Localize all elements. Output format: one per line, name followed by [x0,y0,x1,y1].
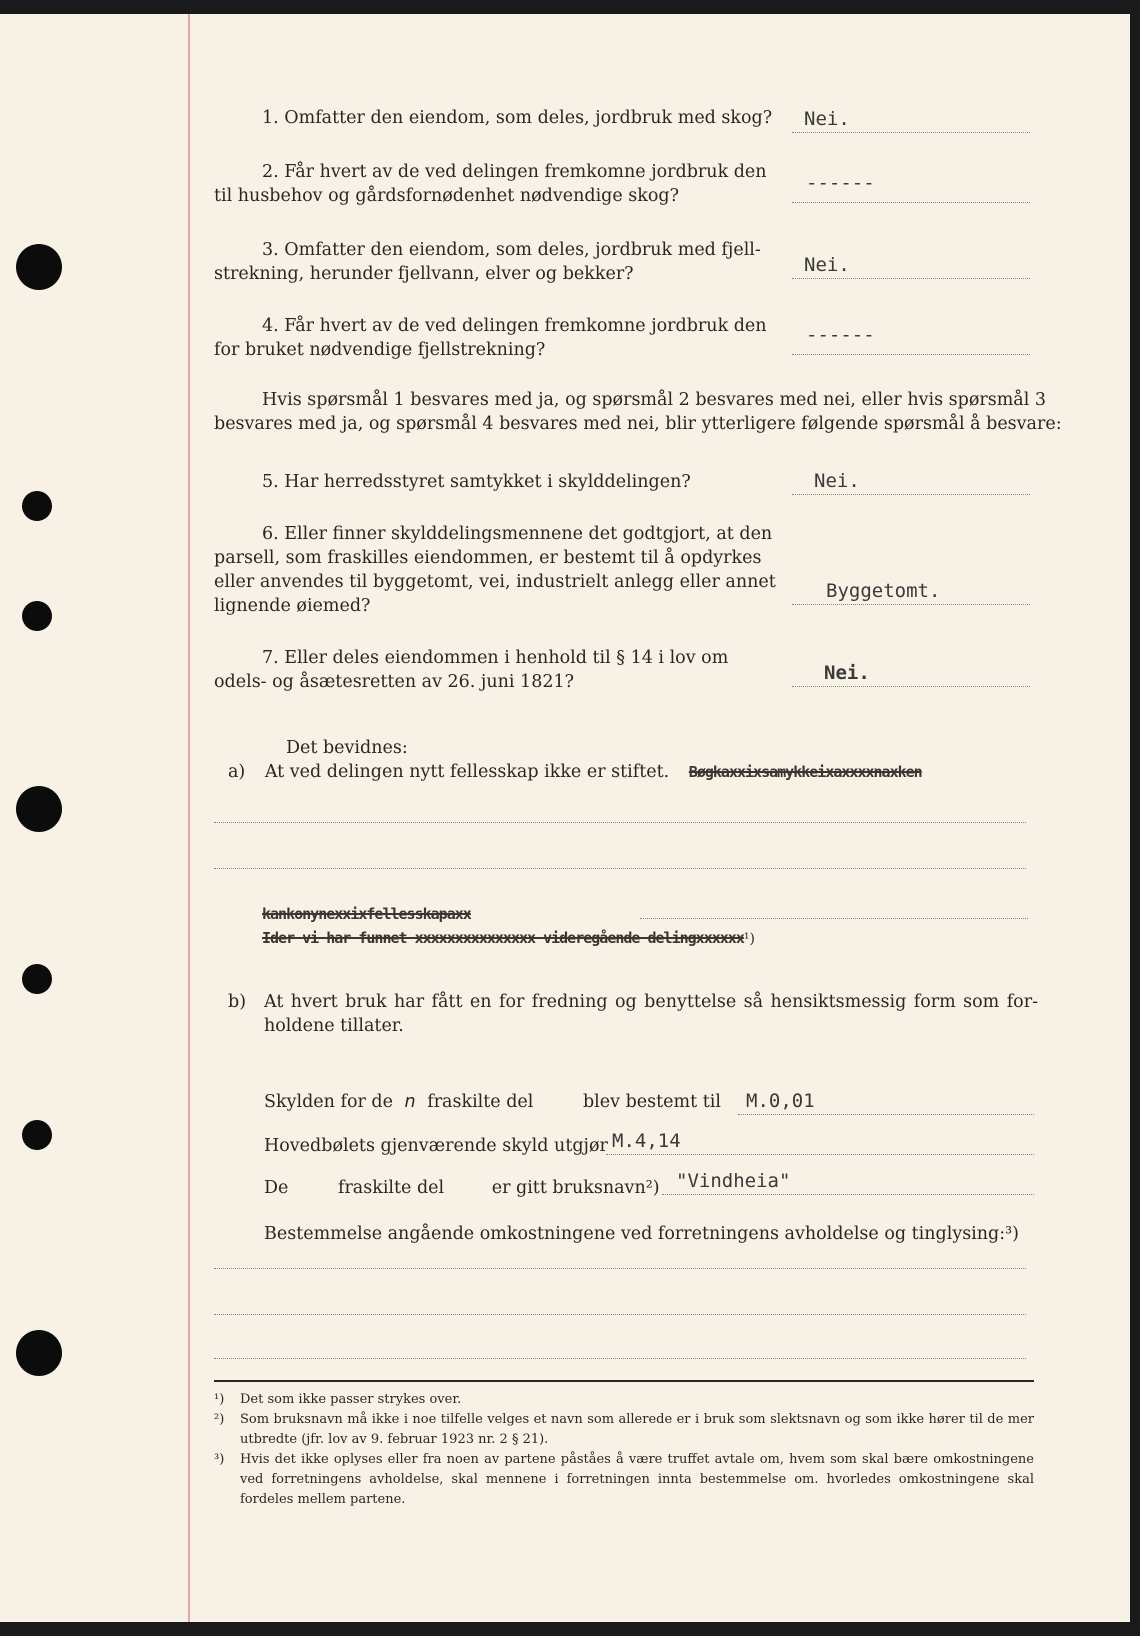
footnote-rule [214,1380,1034,1382]
punch-hole [16,786,62,832]
footnote-mark: ¹) [214,1392,225,1407]
answer-text: Nei. [804,254,850,276]
heading-text: Det bevidnes: [286,738,408,758]
question-text: 5. Har herredsstyret samtykket i skylddelingen? [262,472,691,492]
question-text: strekning, herunder fjellvann, elver og bekker? [214,264,634,284]
question-text: 1. Omfatter den eiendom, som deles, jordbruk med skog? [262,108,773,128]
blank-line[interactable] [214,868,1026,869]
answer-6-field[interactable] [792,574,1030,605]
punch-hole [16,1330,62,1376]
punch-hole [22,1120,52,1150]
condition-paragraph [214,388,1062,436]
skyld-label: Skylden for de [264,1092,393,1112]
answer-4-field[interactable] [792,324,1030,355]
question-text: for bruket nødvendige fjellstrekning? [214,340,546,360]
skyld-row [264,1090,721,1114]
certify-b [228,990,1038,1038]
footnotes [214,1390,1034,1510]
footnote-mark: ²) [214,1412,225,1427]
handwritten-mark: n [404,1092,416,1112]
bestemmelse-row [264,1222,1019,1246]
answer-text: ------ [806,324,875,346]
question-text: odels- og åsætesretten av 26. juni 1821? [214,672,574,692]
bruksnavn-label: De [264,1178,289,1198]
skyld-label: blev bestemt til [582,1092,721,1112]
question-3 [214,238,794,286]
struck-block [262,902,755,951]
bruksnavn-field[interactable] [662,1164,1034,1195]
bruksnavn-row [264,1176,660,1200]
blank-line[interactable] [640,918,1028,919]
footnote [214,1450,1034,1510]
struck-text: Ider vi har funnet xxxxxxxxxxxxxxx videregående delingxxxxxx [262,929,744,947]
item-label: b) [228,992,247,1012]
hovedbol-row [264,1134,608,1158]
footnote-text: Som bruksnavn må ikke i noe tilfelle velges et navn som allerede er i bruk som slektsnavn og som ikke hører til de mer utbredte (jfr. lov av 9. februar 1923 nr. 2 § 21). [240,1412,1034,1447]
answer-1-field[interactable] [792,102,1030,133]
bruksnavn-label: er gitt bruksnavn²) [491,1178,660,1198]
footnote-text: Det som ikke passer strykes over. [240,1392,462,1407]
certify-heading [286,736,408,760]
bestemmelse-label: Bestemmelse angående omkostningene ved forretningens avholdelse og tinglysing:³) [264,1224,1019,1244]
question-text: til husbehov og gårdsfornødenhet nødvendige skog? [214,186,679,206]
question-2 [214,160,790,208]
question-7 [214,646,794,694]
answer-text: ------ [806,172,875,194]
skyld-value-field[interactable] [738,1084,1034,1115]
margin-line [188,14,190,1622]
footnote [214,1390,1034,1410]
question-5 [214,470,794,494]
footnote-text: Hvis det ikke oplyses eller fra noen av partene påståes å være truffet avtale om, hvem som skal bære omkostningene ved forretningens avholdelse, skal mennene i forretningen innta bestemmelse om. hvorledes omkostningene skal fordeles mellem partene. [240,1452,1034,1507]
hovedbol-value: M.4,14 [612,1130,681,1152]
item-label: a) [228,762,246,782]
hovedbol-value-field[interactable] [606,1124,1034,1155]
answer-5-field[interactable] [792,464,1030,495]
footnote [214,1410,1034,1450]
question-text: 6. Eller finner skylddelingsmennene det godtgjort, at den [262,524,773,544]
condition-text: besvares med ja, og spørsmål 4 besvares med nei, blir ytterligere følgende spørsmål å besvare: [214,414,1062,434]
blank-line[interactable] [214,1268,1026,1269]
question-text: parsell, som fraskilles eiendommen, er bestemt til å opdyrkes [214,548,762,568]
answer-7-field[interactable] [792,656,1030,687]
punch-hole [22,964,52,994]
skyld-label: fraskilte del [427,1092,534,1112]
question-4 [214,314,790,362]
question-text: 7. Eller deles eiendommen i henhold til § 14 i lov om [262,648,729,668]
struck-text: Bøgkaxxixsamykkeixaxxxxnaxken [688,763,922,781]
bruksnavn-value: "Vindheia" [676,1170,791,1192]
question-text: 2. Får hvert av de ved delingen fremkomne jordbruk den [262,162,767,182]
certify-b-text: holdene tillater. [264,1016,404,1036]
condition-text: Hvis spørsmål 1 besvares med ja, og spørsmål 2 besvares med nei, eller hvis spørsmål 3 [262,390,1047,410]
blank-line[interactable] [214,822,1026,823]
certify-a-text: At ved delingen nytt fellesskap ikke er stiftet. [264,762,670,782]
question-1 [214,106,794,130]
struck-text: kankonynexxixfellesskapaxx [262,905,471,923]
answer-2-field[interactable] [792,172,1030,203]
punch-hole [16,244,62,290]
answer-text: Nei. [824,662,870,684]
skyld-value: M.0,01 [746,1090,815,1112]
answer-3-field[interactable] [792,248,1030,279]
question-6 [214,522,794,618]
answer-text: Nei. [804,108,850,130]
certify-a [228,760,1028,784]
question-text: lignende øiemed? [214,596,371,616]
question-text: 4. Får hvert av de ved delingen fremkomne jordbruk den [262,316,767,336]
blank-line[interactable] [214,1314,1026,1315]
footnote-mark: ¹) [743,931,755,947]
bruksnavn-label: fraskilte del [337,1178,445,1198]
answer-text: Byggetomt. [826,580,941,602]
punch-hole [22,601,52,631]
footnote-mark: ³) [214,1452,225,1467]
question-text: eller anvendes til byggetomt, vei, industrielt anlegg eller annet [214,572,776,592]
question-text: 3. Omfatter den eiendom, som deles, jordbruk med fjell- [262,240,761,260]
document-page [0,14,1130,1622]
hovedbol-label: Hovedbølets gjenværende skyld utgjør [264,1136,608,1156]
certify-b-text: At hvert bruk har fått en for fredning og benyttelse så hensiktsmessig form som for- [264,992,1038,1012]
blank-line[interactable] [214,1358,1026,1359]
punch-hole [22,491,52,521]
answer-text: Nei. [814,470,860,492]
